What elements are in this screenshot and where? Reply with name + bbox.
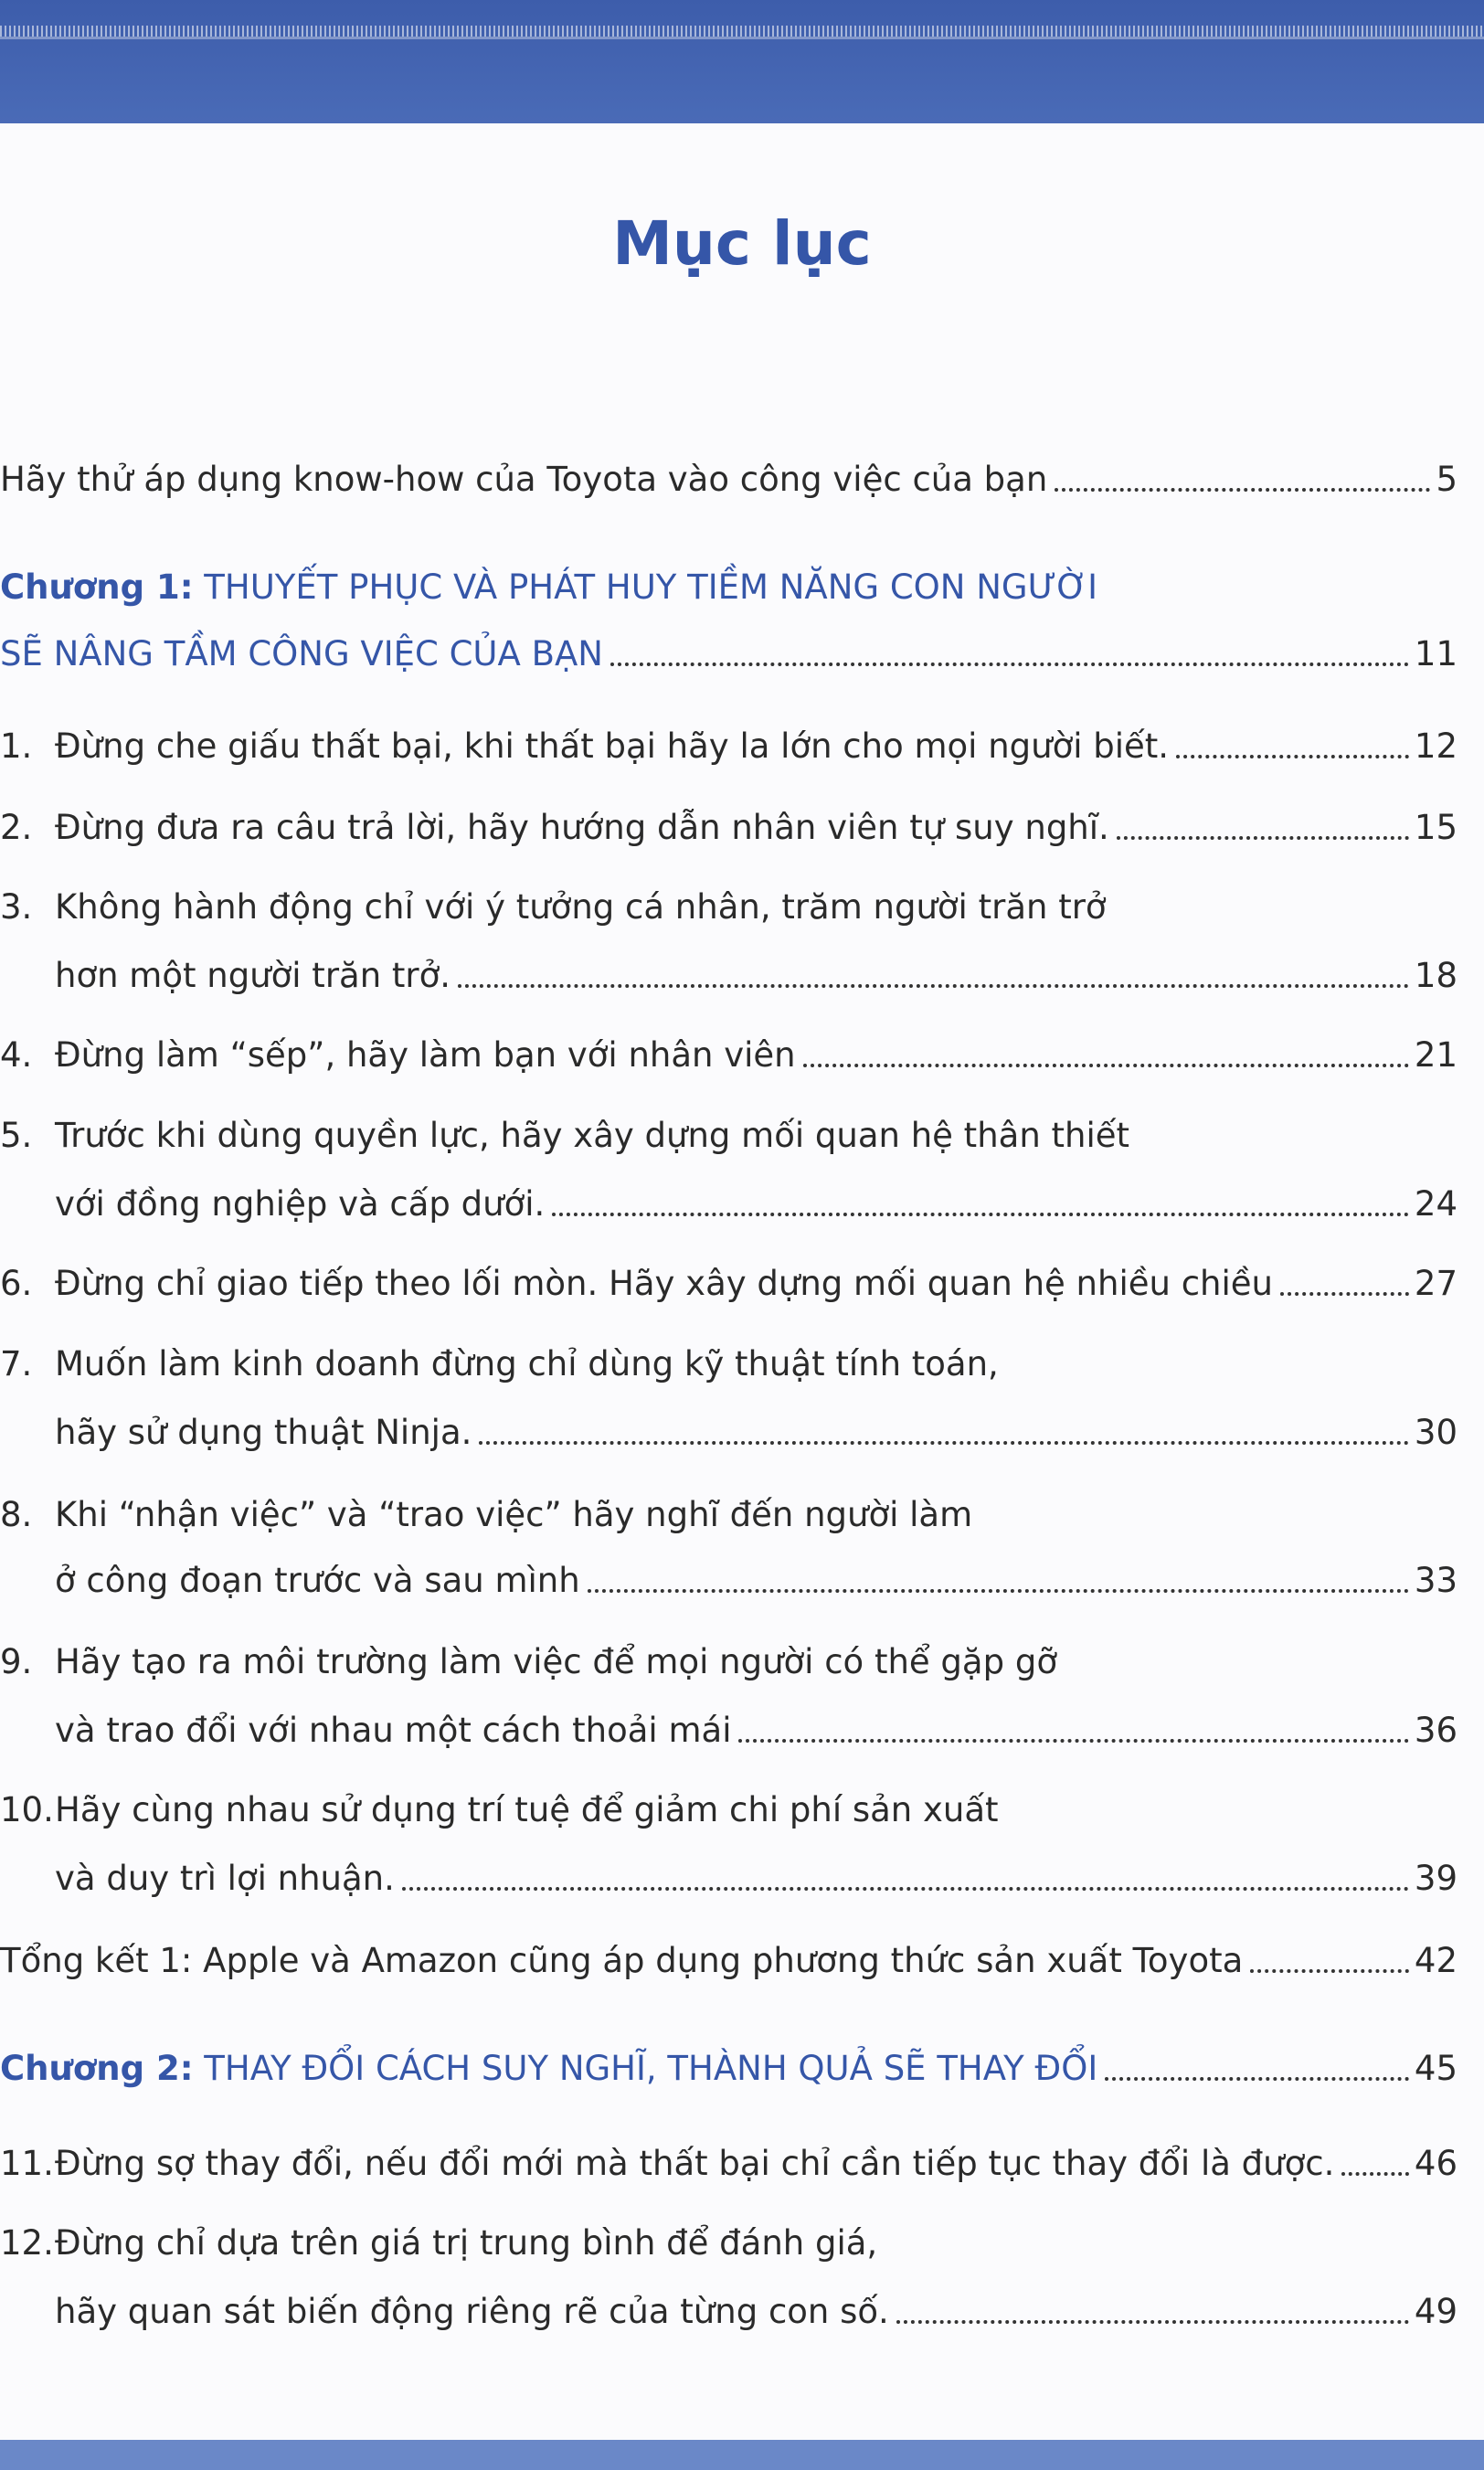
toc-entry-title: Đừng đưa ra câu trả lời, hãy hướng dẫn nhân viên tự suy nghĩ. [55,808,1109,847]
toc-entry-8-cont [0,1561,1458,1601]
chapter-label: Chương 1: [0,567,194,607]
toc-entry-10 [0,1790,1458,1830]
toc-entry-title-cont: và trao đổi với nhau một cách thoải mái [55,1711,732,1750]
toc-entry-title: Hãy tạo ra môi trường làm việc để mọi người có thể gặp gỡ [55,1642,1057,1681]
dot-leader [402,1885,1409,1891]
toc-entry-summary-1 [0,1941,1458,1981]
toc-entry-9-cont [0,1711,1458,1751]
dot-leader [738,1737,1408,1743]
toc-entry-title: Hãy cùng nhau sử dụng trí tuệ để giảm chi phí sản xuất [55,1790,999,1829]
toc-entry-number: 1. [0,726,33,766]
toc-entry-title: Đừng chỉ giao tiếp theo lối mòn. Hãy xây dựng mối quan hệ nhiều chiều [55,1264,1273,1303]
toc-entry-7 [0,1344,1458,1384]
toc-entry-number: 6. [0,1264,33,1303]
toc-page-number: 36 [1414,1711,1458,1750]
toc-entry-12-cont [0,2292,1458,2332]
toc-entry-6 [0,1264,1458,1304]
toc-entry-number: 4. [0,1035,33,1075]
dot-leader [896,2318,1409,2324]
toc-entry-title: Trước khi dùng quyền lực, hãy xây dựng mối quan hệ thân thiết [55,1116,1130,1155]
toc-entry-title: Đừng làm “sếp”, hãy làm bạn với nhân viên [55,1035,796,1075]
dot-leader [479,1439,1409,1445]
toc-page-number: 42 [1414,1941,1458,1980]
dot-leader [1341,2170,1409,2176]
dot-leader [1105,2075,1409,2081]
toc-page-number: 11 [1414,634,1458,673]
dot-leader [1176,753,1409,758]
toc-entry-title: Không hành động chỉ với ý tưởng cá nhân, trăm người trăn trở [55,887,1107,927]
toc-entry-12 [0,2223,1458,2263]
toc-entry-8 [0,1495,1458,1535]
toc-entry-title: Đừng chỉ dựa trên giá trị trung bình để đánh giá, [55,2223,878,2263]
toc-entry-title-cont: với đồng nghiệp và cấp dưới. [55,1184,546,1224]
dot-leader [1280,1290,1409,1296]
toc-entry-number: 11. [0,2144,54,2183]
toc-entry-title: Đừng che giấu thất bại, khi thất bại hãy la lớn cho mọi người biết. [55,726,1170,766]
toc-entry-number: 3. [0,887,33,927]
toc-entry-5-cont [0,1184,1458,1224]
toc-page-number: 5 [1436,460,1458,499]
toc-entry-title: Khi “nhận việc” và “trao việc” hãy nghĩ đến người làm [55,1495,973,1534]
toc-entry-2 [0,808,1458,848]
toc-chapter-1-line1 [0,567,1458,608]
toc-entry-number: 8. [0,1495,33,1534]
toc-page-number: 39 [1414,1859,1458,1898]
toc-entry-number: 2. [0,808,33,847]
toc-page-number: 24 [1414,1184,1458,1224]
toc-entry-number: 9. [0,1642,33,1681]
toc-page-number: 27 [1414,1264,1458,1303]
toc-page-number: 18 [1414,956,1458,995]
toc-page-number: 30 [1414,1413,1458,1452]
toc-entry-title-cont: hãy quan sát biến động riêng rẽ của từng con số. [55,2292,889,2331]
toc-entry-3 [0,887,1458,928]
toc-entry-7-cont [0,1413,1458,1453]
footer-band [0,2440,1484,2470]
toc-entry-title-cont: và duy trì lợi nhuận. [55,1859,395,1898]
dot-leader [588,1587,1409,1593]
toc-entry-number: 5. [0,1116,33,1155]
toc-entry-11 [0,2144,1458,2184]
toc-page-number: 15 [1414,808,1458,847]
toc-entry-10-cont [0,1859,1458,1899]
chapter-title-cont: SẼ NÂNG TẦM CÔNG VIỆC CỦA BẠN [0,634,603,673]
chapter-title: THUYẾT PHỤC VÀ PHÁT HUY TIỀM NĂNG CON NGƯỜI [204,567,1098,607]
dot-leader [1250,1967,1409,1973]
toc-entry-intro [0,460,1458,500]
dot-leader [610,661,1409,666]
toc-entry-title-cont: ở công đoạn trước và sau mình [55,1561,580,1600]
dot-leader [458,982,1409,988]
chapter-label: Chương 2: [0,2049,194,2088]
toc-entry-5 [0,1116,1458,1156]
toc-entry-title: Hãy thử áp dụng know-how của Toyota vào công việc của bạn [0,460,1048,499]
toc-page-number: 21 [1414,1035,1458,1075]
toc-entry-title-cont: hãy sử dụng thuật Ninja. [55,1413,472,1452]
toc-page-number: 33 [1414,1561,1458,1600]
toc-entry-3-cont [0,956,1458,996]
toc-entry-number: 7. [0,1344,33,1383]
toc-chapter-2 [0,2049,1458,2089]
toc-entry-4 [0,1035,1458,1076]
dot-leader [1055,486,1430,492]
toc-entry-title: Đừng sợ thay đổi, nếu đổi mới mà thất bại chỉ cần tiếp tục thay đổi là được. [55,2144,1335,2183]
dot-leader [1117,834,1409,840]
dot-leader [552,1211,1409,1216]
toc-entry-title: Muốn làm kinh doanh đừng chỉ dùng kỹ thuật tính toán, [55,1344,999,1383]
toc-page-number: 12 [1414,726,1458,766]
toc-entry-9 [0,1642,1458,1682]
toc-entry-1 [0,726,1458,767]
toc-entry-number: 10. [0,1790,54,1829]
toc-entry-title-cont: hơn một người trăn trở. [55,956,451,995]
page-title: Mục lục [612,208,872,279]
toc-entry-number: 12. [0,2223,54,2263]
dot-leader [803,1062,1409,1067]
toc-page-number: 45 [1414,2049,1458,2088]
toc-page-number: 46 [1414,2144,1458,2183]
toc-chapter-1-line2 [0,634,1458,674]
toc-entry-title: Tổng kết 1: Apple và Amazon cũng áp dụng phương thức sản xuất Toyota [0,1941,1244,1980]
chapter-title: THAY ĐỔI CÁCH SUY NGHĨ, THÀNH QUẢ SẼ THAY ĐỔI [204,2049,1098,2088]
toc-page-number: 49 [1414,2292,1458,2331]
